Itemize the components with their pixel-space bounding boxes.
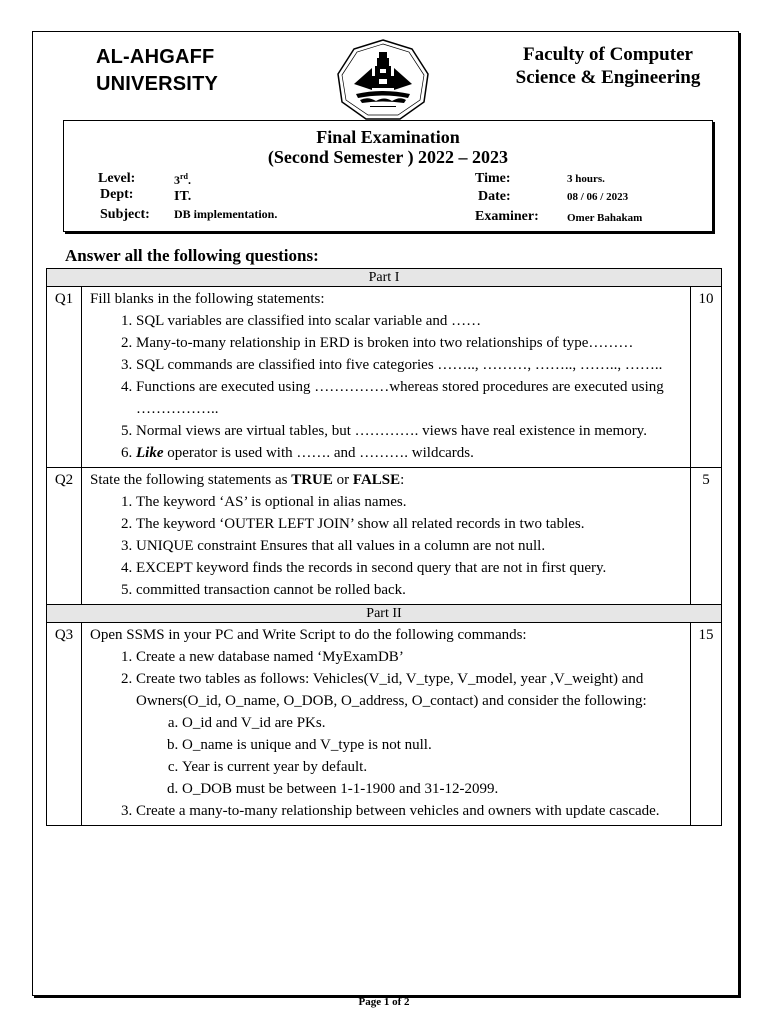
university-logo-icon <box>334 38 432 122</box>
intro-colon: : <box>400 472 405 488</box>
footer-current-page: 1 <box>383 996 390 1008</box>
sub-item: d. O_DOB must be between 1-1-1900 and 31-12-2099. <box>182 778 686 800</box>
question-number: Q1 <box>47 287 82 468</box>
date-value: 08 / 06 / 2023 <box>567 191 629 203</box>
university-name-line-1: AL-AHGAFF <box>96 46 215 68</box>
part-row-1 <box>47 269 722 287</box>
question-body <box>82 287 691 468</box>
part-row-2 <box>47 605 722 623</box>
part-heading-2: Part II <box>47 605 722 623</box>
question-row-q2 <box>47 468 722 605</box>
question-body <box>82 468 691 605</box>
list-item: 3. SQL commands are classified into five categories …….., ………, …….., …….., …….. <box>136 354 686 376</box>
list-item: 4. Functions are executed using ……………whereas stored procedures are executed using …………….. <box>136 376 686 420</box>
list-item: 4. EXCEPT keyword finds the records in second query that are not in first query. <box>136 557 686 579</box>
question-number: Q2 <box>47 468 82 605</box>
examiner-label: Examiner: <box>475 209 539 224</box>
list-item-text: operator is used with ……. and ………. wildcards. <box>163 445 474 461</box>
list-item: 2. The keyword ‘OUTER LEFT JOIN’ show all related records in two tables. <box>136 513 686 535</box>
exam-info-box <box>63 120 713 232</box>
dept-value: IT. <box>174 189 192 204</box>
footer-of-word: of <box>389 996 405 1008</box>
list-item: 5. Normal views are virtual tables, but …………. views have real existence in memory. <box>136 420 686 442</box>
list-item: 5. committed transaction cannot be rolled back. <box>136 579 686 601</box>
list-item: 3. Create a many-to-many relationship between vehicles and owners with update cascade. <box>136 800 686 822</box>
questions-table <box>46 268 722 826</box>
subject-value: DB implementation. <box>174 207 278 221</box>
page-footer <box>0 996 768 1008</box>
sub-item: b. O_name is unique and V_type is not null. <box>182 734 686 756</box>
footer-total-pages: 2 <box>404 996 410 1008</box>
date-label: Date: <box>478 189 511 204</box>
exam-semester-line: (Second Semester ) 2022 – 2023 <box>267 147 509 167</box>
dept-label: Dept: <box>100 187 134 202</box>
question-body <box>82 623 691 826</box>
list-item <box>136 442 686 464</box>
list-item: 3. UNIQUE constraint Ensures that all values in a column are not null. <box>136 535 686 557</box>
list-item-text: Create two tables as follows: Vehicles(V_id, V_type, V_model, year ,V_weight) and Owners(O_id, O_name, O_DOB, O_address, O_contact) and consider the following: <box>136 671 647 709</box>
exam-title <box>64 127 712 167</box>
question-marks: 15 <box>691 623 722 826</box>
false-keyword: FALSE <box>352 472 401 488</box>
footer-page-word: Page <box>358 996 384 1008</box>
faculty-name <box>498 43 718 89</box>
question-items <box>90 491 686 601</box>
intro-text: State the following statements as <box>90 472 292 488</box>
list-item: 1. Create a new database named ‘MyExamDB’ <box>136 646 686 668</box>
level-value <box>174 172 191 188</box>
question-row-q1 <box>47 287 722 468</box>
examiner-value: Omer Bahakam <box>567 212 643 224</box>
exam-title-line: Final Examination <box>316 127 460 147</box>
sub-item: c. Year is current year by default. <box>182 756 686 778</box>
question-items <box>90 646 686 822</box>
subject-label: Subject: <box>100 207 150 222</box>
question-row-q3 <box>47 623 722 826</box>
true-keyword: TRUE <box>291 472 333 488</box>
time-value: 3 hours. <box>567 173 605 185</box>
question-intro: Open SSMS in your PC and Write Script to do the following commands: <box>90 627 527 643</box>
like-keyword: Like <box>136 445 164 461</box>
time-label: Time: <box>475 171 511 186</box>
faculty-name-line-2: Science & Engineering <box>515 67 701 88</box>
list-item: 1. The keyword ‘AS’ is optional in alias names. <box>136 491 686 513</box>
part-heading-1: Part I <box>47 269 722 287</box>
question-number: Q3 <box>47 623 82 826</box>
question-marks: 5 <box>691 468 722 605</box>
level-ordinal: rd <box>180 172 188 181</box>
level-number: 3 <box>174 173 180 187</box>
intro-or: or <box>332 472 353 488</box>
sub-items <box>136 712 686 800</box>
university-name <box>96 44 218 98</box>
university-name-line-2: UNIVERSITY <box>96 73 219 95</box>
question-items <box>90 310 686 464</box>
question-intro: Fill blanks in the following statements: <box>90 291 325 307</box>
question-intro <box>90 469 686 491</box>
faculty-name-line-1: Faculty of Computer <box>523 44 693 65</box>
level-label: Level: <box>98 171 136 186</box>
list-item: 2. Many-to-many relationship in ERD is broken into two relationships of type……… <box>136 332 686 354</box>
instructions: Answer all the following questions: <box>65 246 319 265</box>
list-item: 1. SQL variables are classified into scalar variable and …… <box>136 310 686 332</box>
list-item <box>136 668 686 800</box>
sub-item: a. O_id and V_id are PKs. <box>182 712 686 734</box>
level-period: . <box>188 173 191 187</box>
question-marks: 10 <box>691 287 722 468</box>
